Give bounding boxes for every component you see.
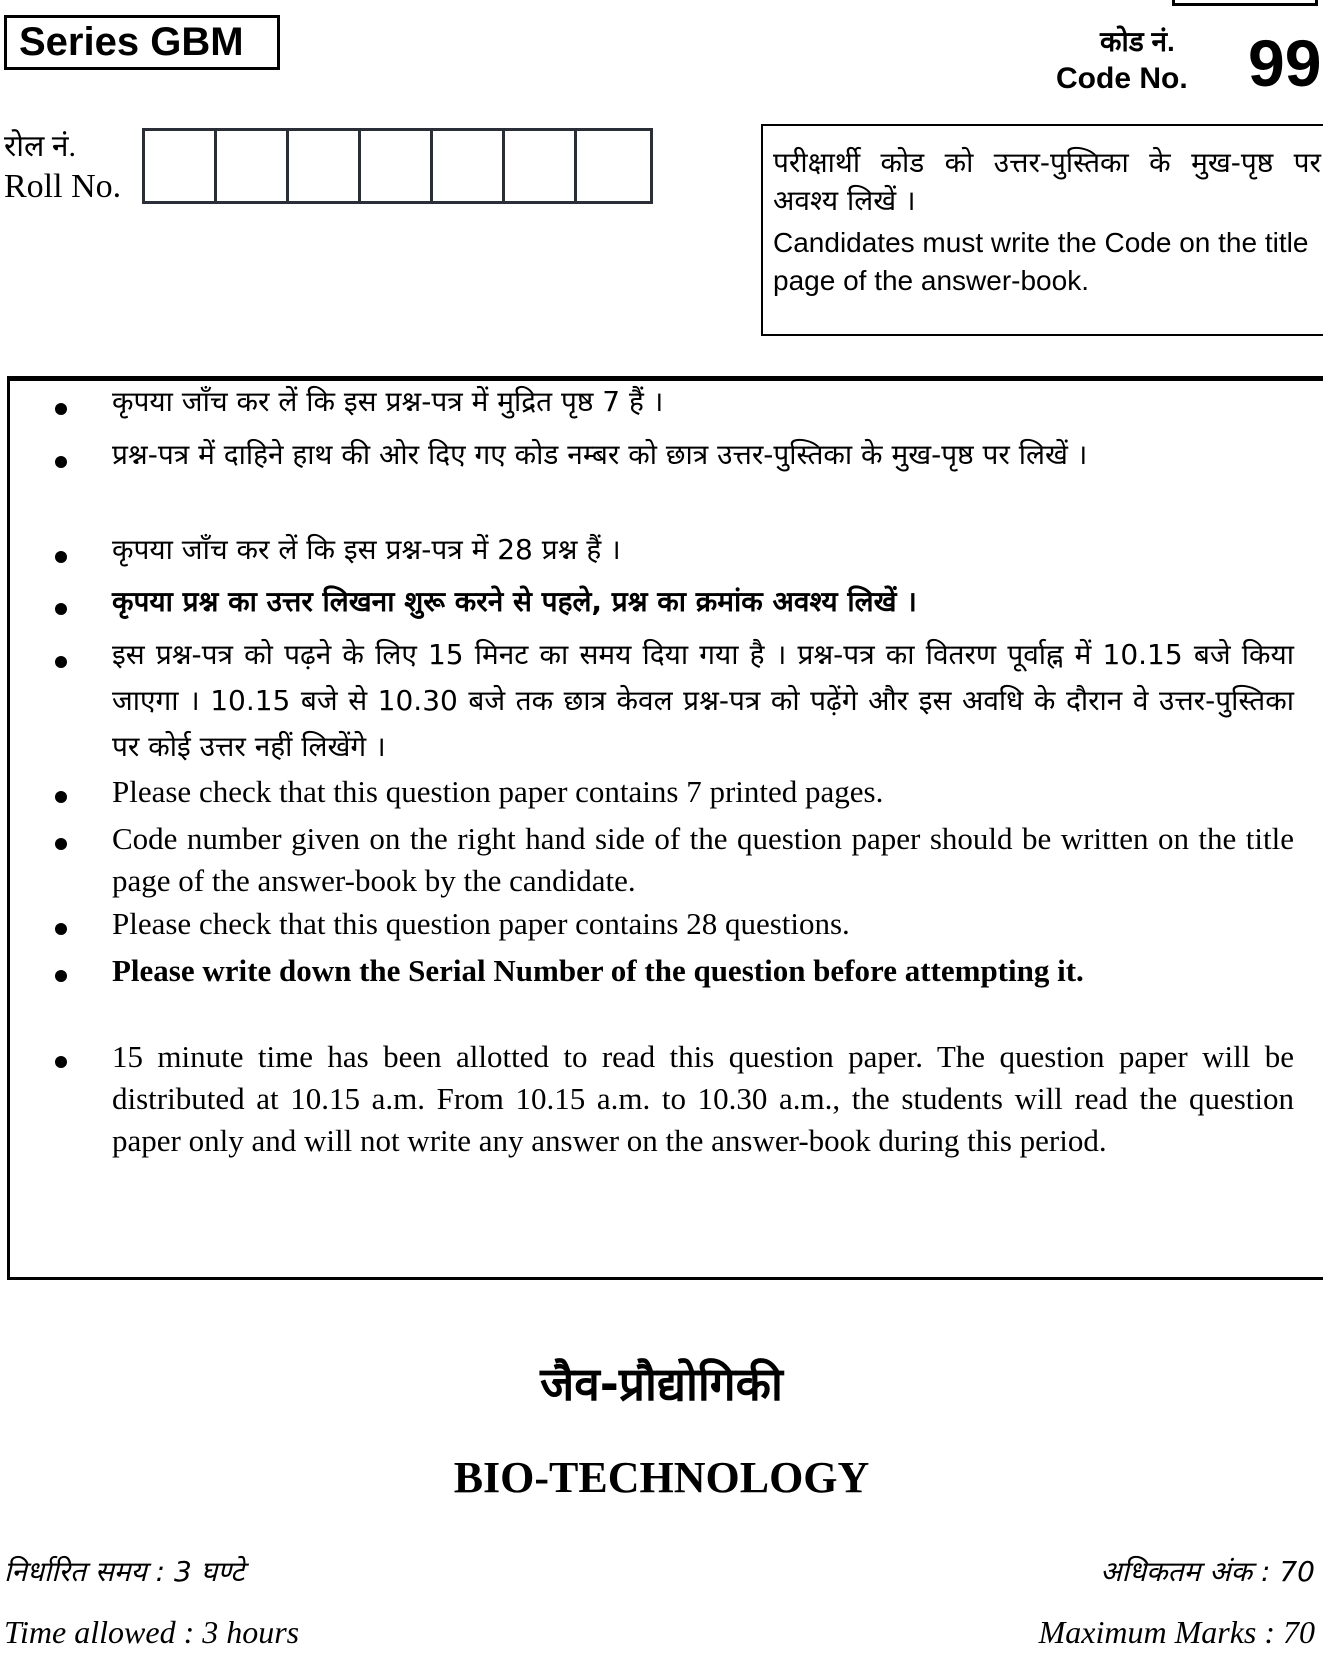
instruction-text: प्रश्न-पत्र में दाहिने हाथ की ओर दिए गए कोड नम्बर को छात्र उत्तर-पुस्तिका के मुख-पृष्ठ पर लिखें । (112, 438, 1088, 471)
bullet-icon (55, 838, 67, 850)
bullet-icon (55, 970, 67, 982)
code-number: 99 (1248, 26, 1322, 100)
roll-digit-box[interactable] (433, 131, 505, 201)
time-allowed-english: Time allowed : 3 hours (4, 1614, 300, 1650)
instruction-text: इस प्रश्न-पत्र को पढ़ने के लिए 15 मिनट का समय दिया गया है । प्रश्न-पत्र का वितरण पूर्वाह्न में 10.15 बजे किया जाएगा । 10.15 बजे से 10.30 बजे तक छात्र केवल प्रश्न-पत्र को पढ़ेंगे और इस अवधि के दौरान वे उत्तर-पुस्तिका पर कोई उत्तर नहीं लिखेंगे । (112, 638, 1294, 763)
subject-title-hindi: जैव-प्रौद्योगिकी (540, 1357, 783, 1411)
bullet-icon (55, 1056, 67, 1068)
bullet-icon (55, 923, 67, 935)
code-label-hindi: कोड नं. (1100, 26, 1175, 57)
roll-number-boxes (142, 128, 653, 204)
roll-label-english: Roll No. (4, 168, 122, 205)
instruction-text: Please check that this question paper contains 7 printed pages. (112, 774, 884, 809)
bullet-icon (55, 456, 67, 468)
instruction-text: कृपया जाँच कर लें कि इस प्रश्न-पत्र में मुद्रित पृष्ठ 7 हैं । (112, 385, 664, 418)
candidate-note-hindi: परीक्षार्थी कोड को उत्तर-पुस्तिका के मुख-पृष्ठ पर अवश्य लिखें । (773, 146, 1321, 217)
roll-digit-box[interactable] (505, 131, 577, 201)
bullet-icon (55, 403, 67, 415)
instructions-box (7, 376, 1323, 1280)
instruction-text: कृपया प्रश्न का उत्तर लिखना शुरू करने से पहले, प्रश्न का क्रमांक अवश्य लिखें । (112, 585, 917, 618)
bullet-icon (55, 656, 67, 668)
instruction-text: Please write down the Serial Number of the question before attempting it. (112, 953, 1084, 988)
code-box-stub (1172, 0, 1318, 6)
bullet-icon (55, 551, 67, 563)
instruction-text: Code number given on the right hand side of the question paper should be written on the title page of the answer-book by the candidate. (112, 821, 1294, 898)
roll-digit-box[interactable] (361, 131, 433, 201)
bullet-icon (55, 603, 67, 615)
roll-digit-box[interactable] (217, 131, 289, 201)
max-marks-english: Maximum Marks : 70 (1038, 1614, 1315, 1650)
time-allowed-hindi: निर्धारित समय : 3 घण्टे (4, 1555, 245, 1588)
subject-title-english: BIO-TECHNOLOGY (453, 1453, 870, 1502)
bullet-icon (55, 791, 67, 803)
instruction-text: Please check that this question paper contains 28 questions. (112, 906, 850, 941)
instruction-text: 15 minute time has been allotted to read this question paper. The question paper will be distributed at 10.15 a.m. From 10.15 a.m. to 10.30 a.m., the students will read the question paper only and will not write any answer on the answer-book during this period. (112, 1039, 1294, 1158)
code-label-english: Code No. (1056, 62, 1188, 95)
instruction-text: कृपया जाँच कर लें कि इस प्रश्न-पत्र में 28 प्रश्न हैं । (112, 533, 621, 566)
series-label: Series GBM (4, 15, 280, 70)
max-marks-hindi: अधिकतम अंक : 70 (1100, 1555, 1315, 1588)
candidate-note-box (761, 124, 1323, 336)
roll-digit-box[interactable] (577, 131, 650, 201)
roll-label-hindi: रोल नं. (4, 130, 77, 163)
roll-digit-box[interactable] (289, 131, 361, 201)
candidate-note-english: Candidates must write the Code on the title page of the answer-book. (773, 227, 1309, 296)
roll-digit-box[interactable] (145, 131, 217, 201)
